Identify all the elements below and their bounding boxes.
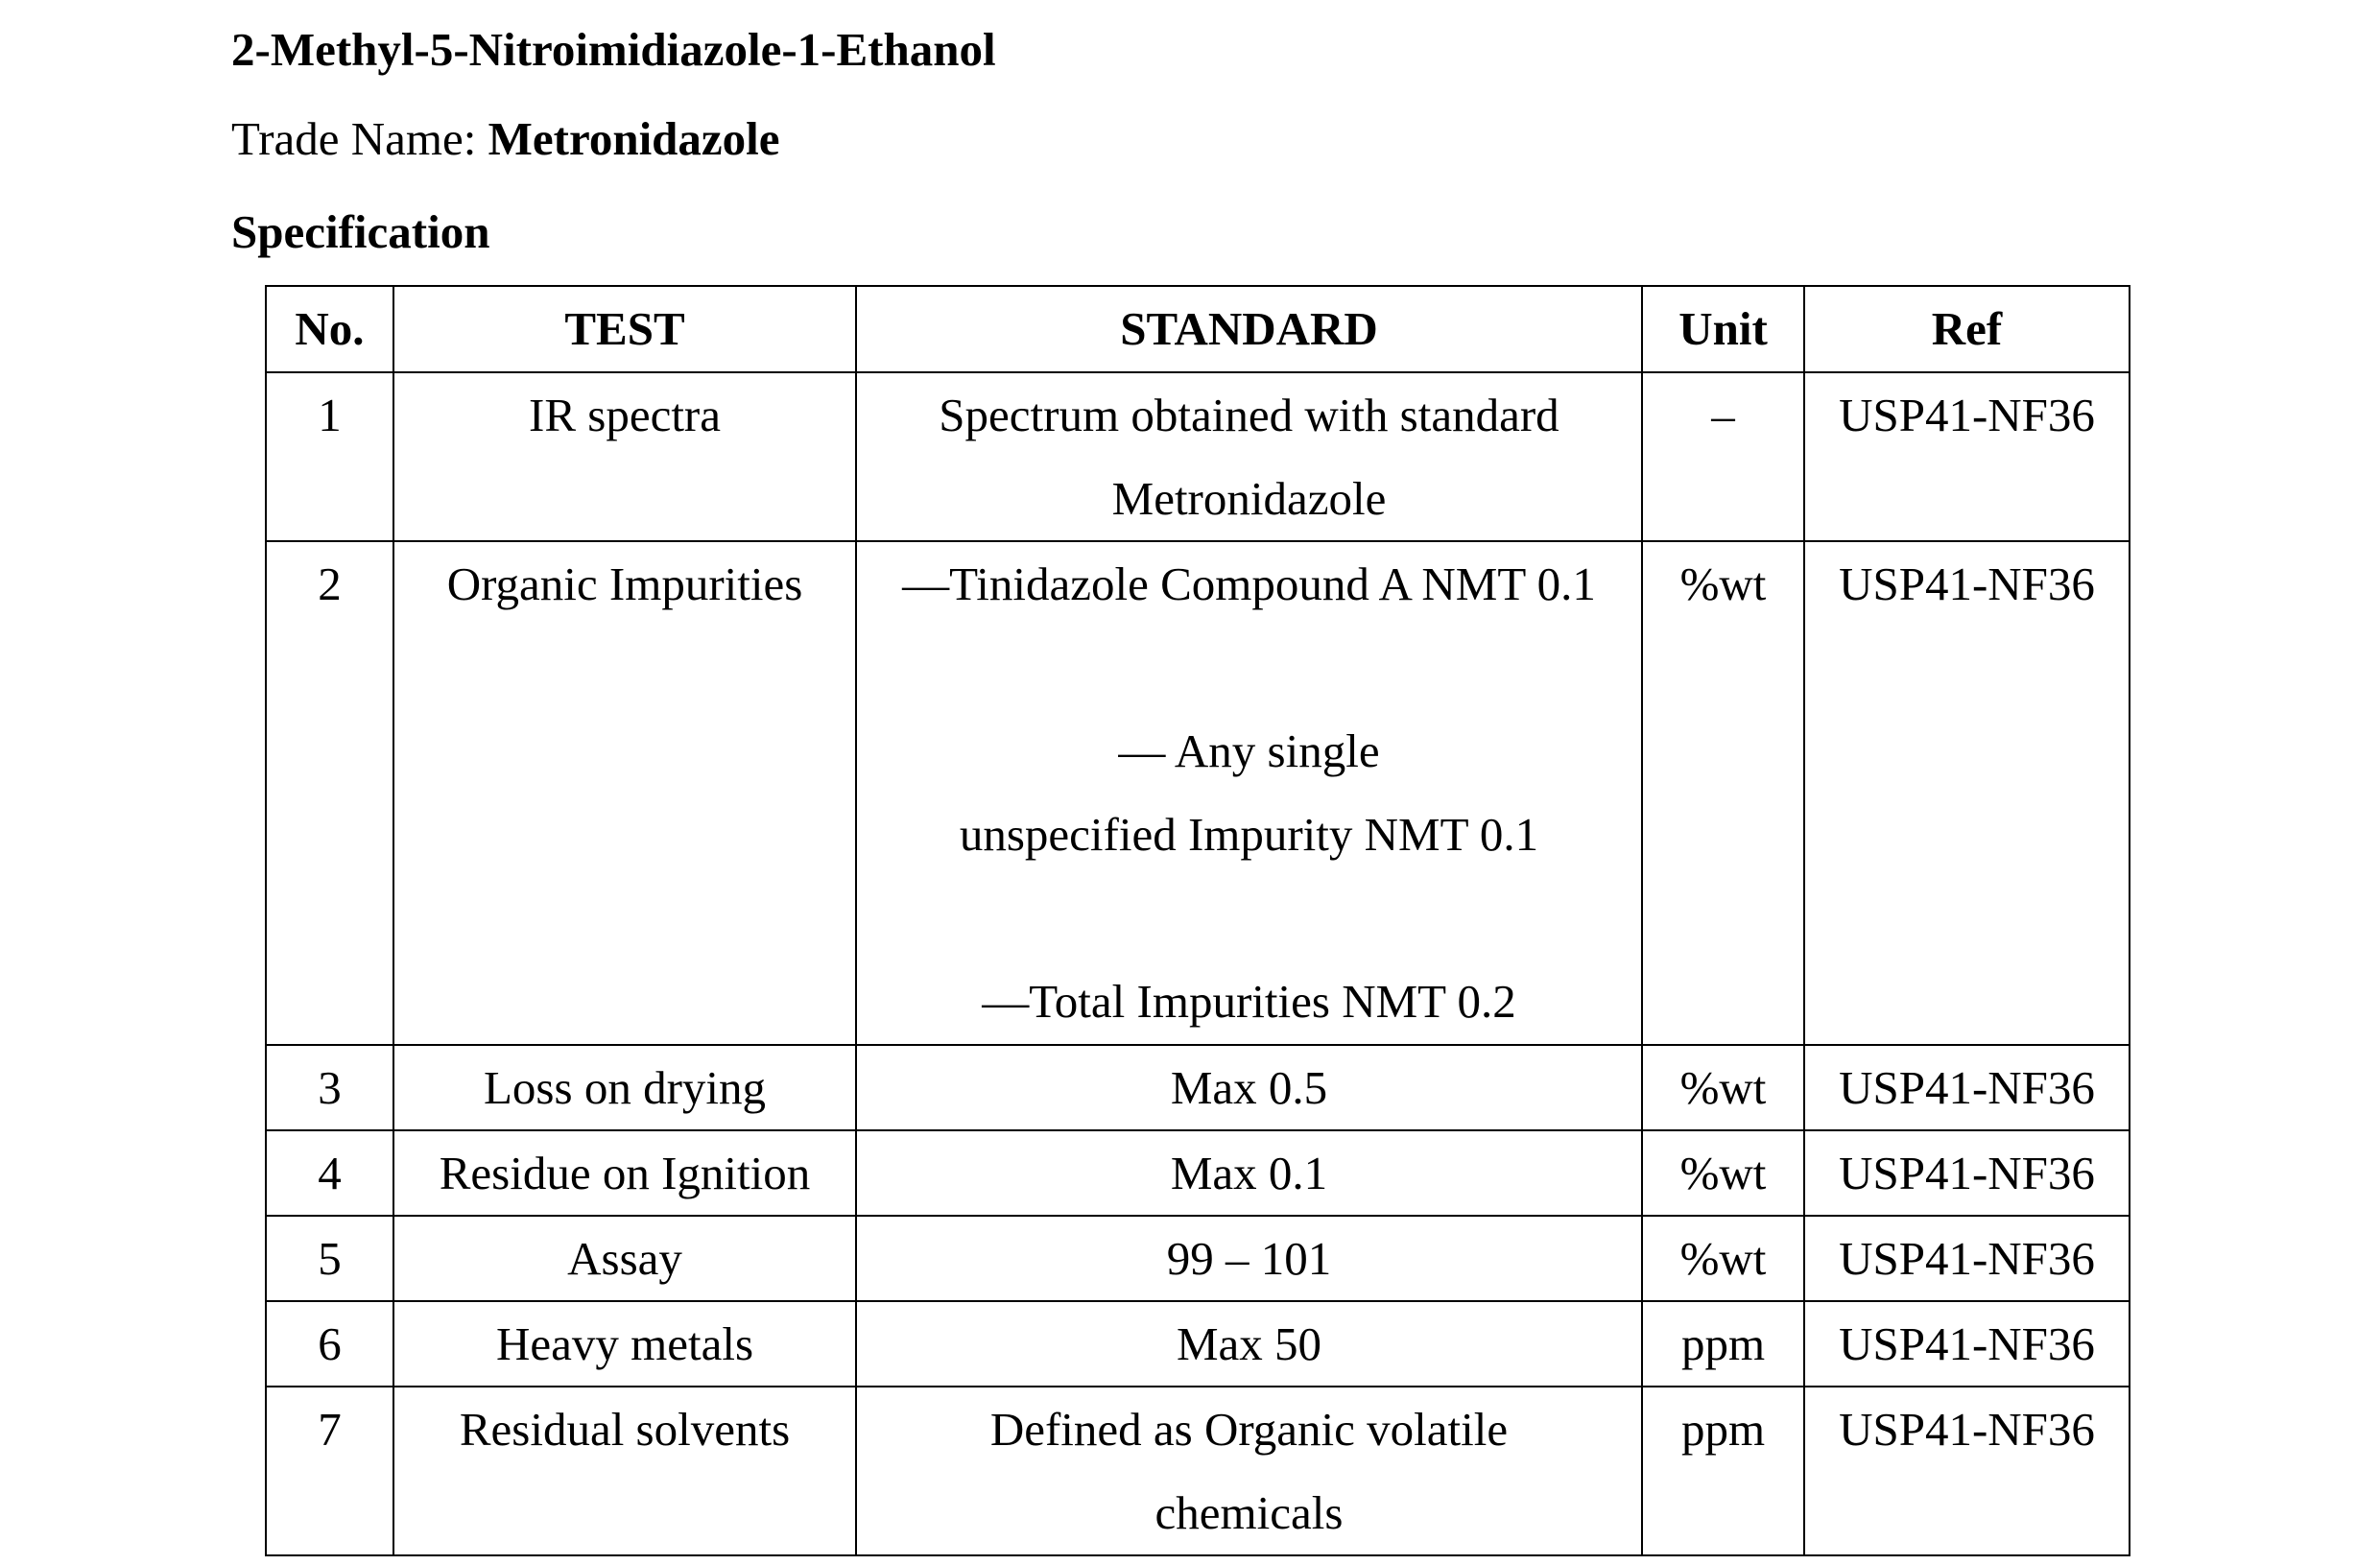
header-standard: STANDARD bbox=[856, 286, 1642, 372]
trade-name-line bbox=[231, 108, 780, 170]
cell-test: Assay bbox=[393, 1216, 856, 1301]
cell-standard bbox=[856, 1045, 1642, 1130]
header-ref: Ref bbox=[1804, 286, 2130, 372]
header-no: No. bbox=[266, 286, 393, 372]
cell-ref: USP41-NF36 bbox=[1804, 1387, 2130, 1555]
cell-standard bbox=[856, 372, 1642, 541]
standard-line: Metronidazole bbox=[1111, 472, 1387, 525]
document-title: 2-Methyl-5-Nitroimidiazole-1-Ethanol bbox=[231, 23, 996, 76]
standard-line: chemicals bbox=[1154, 1486, 1344, 1539]
section-heading: Specification bbox=[231, 205, 490, 258]
cell-unit: %wt bbox=[1642, 1216, 1804, 1301]
cell-test: Organic Impurities bbox=[393, 541, 856, 1045]
standard-line: —Total Impurities NMT 0.2 bbox=[982, 975, 1516, 1028]
cell-unit: %wt bbox=[1642, 541, 1804, 1045]
cell-no: 3 bbox=[266, 1045, 393, 1130]
cell-test: Heavy metals bbox=[393, 1301, 856, 1387]
cell-standard bbox=[856, 1216, 1642, 1301]
cell-standard bbox=[856, 541, 1642, 1045]
standard-line: —Tinidazole Compound A NMT 0.1 bbox=[902, 557, 1596, 610]
cell-ref: USP41-NF36 bbox=[1804, 372, 2130, 541]
standard-blank-line bbox=[865, 626, 1633, 709]
cell-unit: %wt bbox=[1642, 1130, 1804, 1216]
cell-standard bbox=[856, 1301, 1642, 1387]
table-row bbox=[266, 1130, 2130, 1216]
cell-test: Residual solvents bbox=[393, 1387, 856, 1555]
cell-no: 7 bbox=[266, 1387, 393, 1555]
table-row bbox=[266, 1387, 2130, 1555]
standard-line: 99 – 101 bbox=[1166, 1232, 1332, 1285]
cell-no: 6 bbox=[266, 1301, 393, 1387]
cell-unit: – bbox=[1642, 372, 1804, 541]
table-row bbox=[266, 1045, 2130, 1130]
cell-no: 2 bbox=[266, 541, 393, 1045]
header-test: TEST bbox=[393, 286, 856, 372]
cell-ref: USP41-NF36 bbox=[1804, 1301, 2130, 1387]
cell-unit: %wt bbox=[1642, 1045, 1804, 1130]
cell-test: Loss on drying bbox=[393, 1045, 856, 1130]
cell-ref: USP41-NF36 bbox=[1804, 1045, 2130, 1130]
table-row bbox=[266, 541, 2130, 1045]
cell-test: Residue on Ignition bbox=[393, 1130, 856, 1216]
cell-test: IR spectra bbox=[393, 372, 856, 541]
table-row bbox=[266, 1301, 2130, 1387]
standard-line: unspecified Impurity NMT 0.1 bbox=[959, 808, 1539, 861]
cell-ref: USP41-NF36 bbox=[1804, 541, 2130, 1045]
cell-standard bbox=[856, 1387, 1642, 1555]
standard-line: Defined as Organic volatile bbox=[989, 1403, 1509, 1456]
cell-no: 4 bbox=[266, 1130, 393, 1216]
table-header-row bbox=[266, 286, 2130, 372]
header-unit: Unit bbox=[1642, 286, 1804, 372]
standard-blank-line bbox=[865, 876, 1633, 960]
standard-line: — Any single bbox=[1118, 724, 1380, 777]
cell-ref: USP41-NF36 bbox=[1804, 1130, 2130, 1216]
table-row bbox=[266, 372, 2130, 541]
standard-line: Max 0.1 bbox=[1170, 1147, 1328, 1199]
cell-no: 5 bbox=[266, 1216, 393, 1301]
standard-line: Max 50 bbox=[1176, 1317, 1322, 1370]
table-row bbox=[266, 1216, 2130, 1301]
cell-unit: ppm bbox=[1642, 1301, 1804, 1387]
cell-unit: ppm bbox=[1642, 1387, 1804, 1555]
standard-line: Max 0.5 bbox=[1170, 1061, 1328, 1114]
cell-standard bbox=[856, 1130, 1642, 1216]
cell-no: 1 bbox=[266, 372, 393, 541]
cell-ref: USP41-NF36 bbox=[1804, 1216, 2130, 1301]
specification-table bbox=[265, 285, 2130, 1556]
standard-line: Spectrum obtained with standard bbox=[939, 389, 1559, 441]
trade-name-label: Trade Name: bbox=[231, 112, 488, 165]
table-body bbox=[266, 372, 2130, 1555]
trade-name-value: Metronidazole bbox=[488, 112, 780, 165]
